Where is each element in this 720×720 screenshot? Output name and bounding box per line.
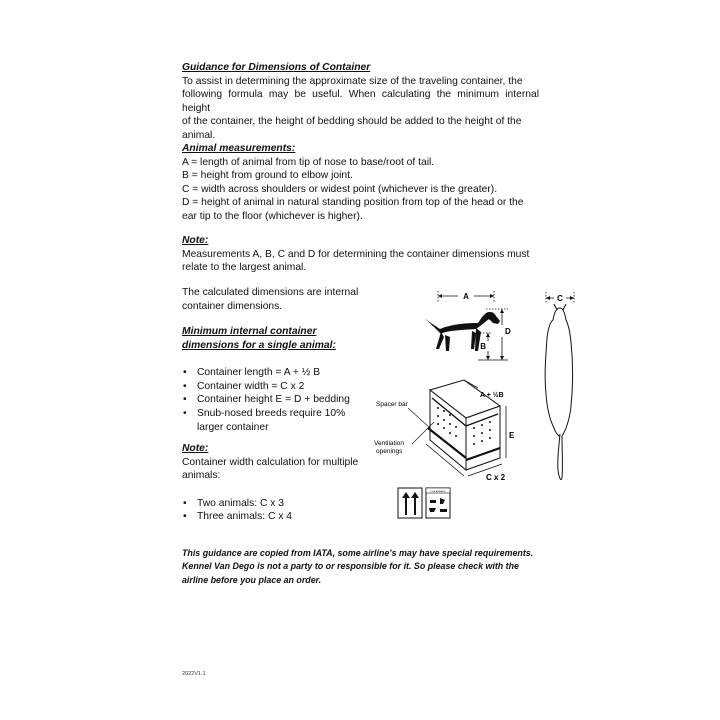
live-animals-text: LIVE ANIMALS — [430, 491, 446, 493]
measurement-c: C = width across shoulders or widest point (whichever is the greater). — [182, 183, 498, 195]
list-item-continued: larger container — [197, 421, 269, 433]
disclaimer — [182, 547, 539, 587]
paragraph-line: container dimensions. — [182, 300, 283, 312]
paragraph-line: Container width calculation for multiple — [182, 456, 359, 468]
paragraph-line: of the container, the height of bedding should be added to the height of the — [182, 116, 522, 128]
measurement-d-cont: ear tip to the floor (whichever is higher). — [182, 210, 363, 222]
paragraph-line: Measurements A, B, C and D for determining the container dimensions must — [182, 248, 530, 260]
measurement-b: B = height from ground to elbow joint. — [182, 170, 353, 182]
label-ventilation-cont: openings — [376, 448, 403, 455]
container-diagram — [368, 378, 518, 523]
list-item: • Two animals: C x 3 — [182, 497, 358, 511]
dog-side-diagram — [420, 285, 520, 370]
label-c: C — [557, 294, 563, 303]
section-heading: Animal measurements: — [182, 143, 296, 154]
internal-dimensions-note — [182, 286, 358, 313]
dog-top-silhouette-icon — [545, 308, 572, 437]
section-heading: Minimum internal container — [182, 326, 317, 337]
label-e: E — [509, 431, 515, 440]
label-ventilation: Ventilation — [374, 440, 404, 447]
section-heading: Note: — [182, 443, 209, 454]
label-b: B — [480, 342, 486, 351]
section-heading: Note: — [182, 235, 209, 246]
paragraph-line: animals: — [182, 470, 221, 482]
paragraph-line: The calculated dimensions are internal — [182, 287, 359, 298]
label-a: A — [463, 292, 469, 301]
paragraph-line: following formula may be useful. When calculating the minimum internal height — [182, 89, 539, 114]
dimension-list — [182, 366, 350, 420]
paragraph-line: To assist in determining the approximate size of the traveling container, the — [182, 75, 523, 87]
measurement-a: A = length of animal from tip of nose to base/root of tail. — [182, 156, 435, 168]
this-way-up-icon — [398, 488, 422, 518]
paragraph-line: animal. — [182, 129, 216, 141]
list-item: • Three animals: C x 4 — [182, 510, 358, 524]
animal-measurements-section — [182, 142, 523, 224]
dog-silhouette-icon — [424, 312, 500, 351]
label-length: A + ½B — [480, 392, 504, 399]
list-item: • Snub-nosed breeds require 10% — [182, 407, 350, 421]
list-item: • Container height E = D + bedding — [182, 393, 350, 407]
multiple-animals-list — [182, 497, 358, 524]
measurement-d: D = height of animal in natural standing position from top of the head or the — [182, 197, 524, 209]
section-heading: Guidance for Dimensions of Container — [182, 62, 371, 73]
container-guidance-section — [182, 61, 539, 143]
version-label: 2022V1.1 — [182, 671, 206, 677]
section-heading: dimensions for a single animal: — [182, 339, 336, 351]
note-section — [182, 234, 529, 275]
multiple-animals-section — [182, 442, 358, 524]
disclaimer-line: This guidance are copied from IATA, some airline’s may have special requirements. — [182, 548, 534, 558]
dog-top-diagram — [538, 290, 588, 485]
live-animals-label-icon — [426, 488, 450, 518]
label-spacer-bar: Spacer bar — [376, 401, 408, 408]
minimum-dimensions-section — [182, 325, 350, 434]
label-d: D — [505, 327, 511, 336]
list-item: • Container width = C x 2 — [182, 380, 350, 394]
list-item: • Container length = A + ½ B — [182, 366, 350, 380]
disclaimer-line: airline before you place an order. — [182, 574, 322, 585]
paragraph-line: relate to the largest animal. — [182, 262, 307, 274]
disclaimer-line: Kennel Van Dego is not a party to or responsible for it. So please check with the — [182, 561, 519, 572]
label-width: C x 2 — [486, 473, 506, 482]
